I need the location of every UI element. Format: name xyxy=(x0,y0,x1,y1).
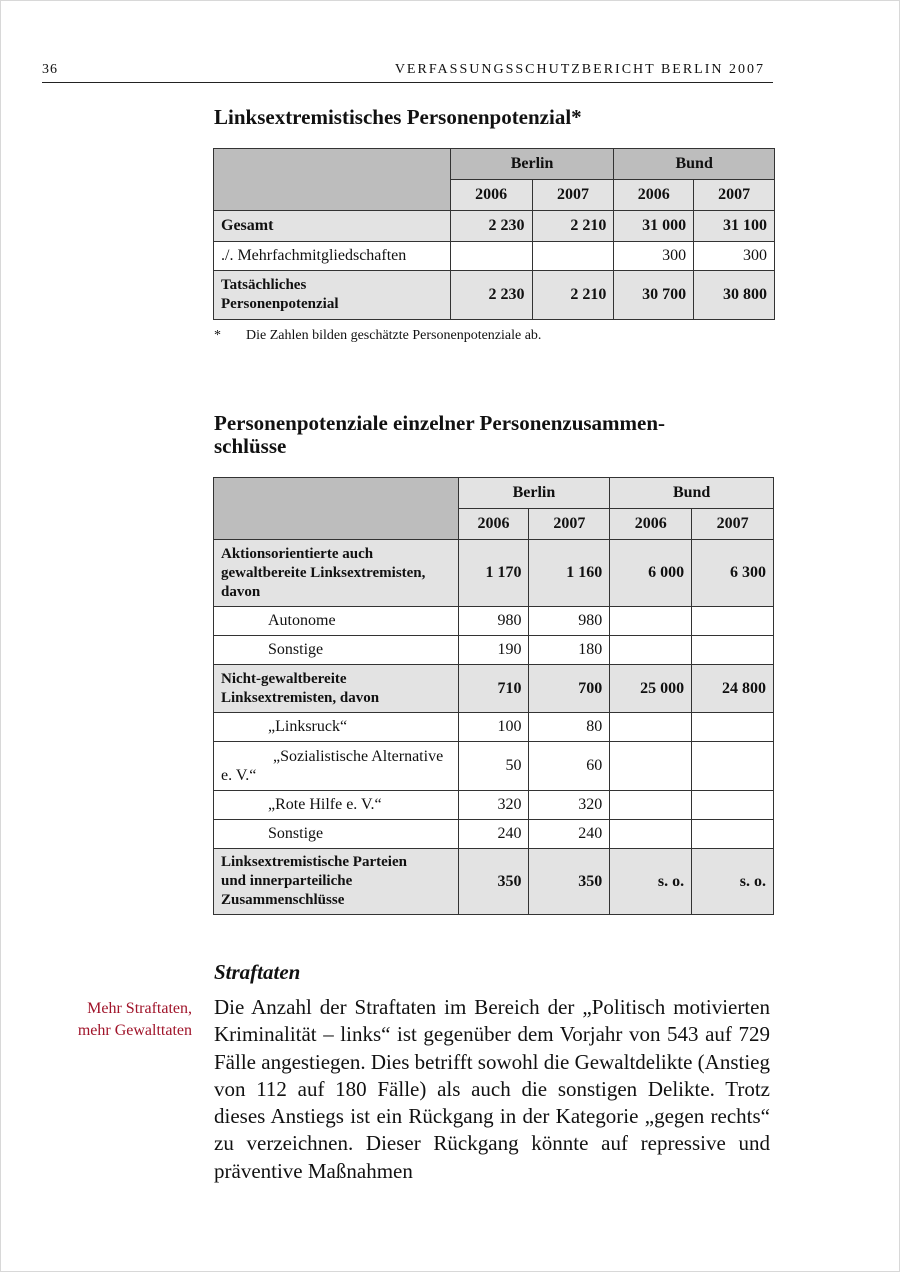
cell: 6 000 xyxy=(610,540,692,607)
row-label-line: Tatsächliches xyxy=(221,277,307,293)
cell: 30 700 xyxy=(614,271,694,320)
cell: 350 xyxy=(458,849,529,915)
cell: 320 xyxy=(458,791,529,820)
running-title: VERFASSUNGSSCHUTZBERICHT BERLIN 2007 xyxy=(394,62,765,77)
table2-header-berlin: Berlin xyxy=(458,478,610,509)
row-label xyxy=(214,271,451,320)
table1 xyxy=(213,148,775,320)
table2-title xyxy=(214,412,665,458)
cell: 6 300 xyxy=(692,540,774,607)
row-label xyxy=(214,849,459,915)
footnote-marker: * xyxy=(214,328,221,343)
row-label xyxy=(214,742,459,791)
row-label: Sonstige xyxy=(214,636,459,665)
row-label: ./. Mehrfachmitgliedschaften xyxy=(214,242,451,271)
cell: 700 xyxy=(529,665,610,713)
table1-year-header: 2006 xyxy=(450,180,532,211)
cell xyxy=(610,713,692,742)
table1-header-bund: Bund xyxy=(614,149,775,180)
cell: 2 210 xyxy=(532,211,614,242)
page-header xyxy=(42,62,773,83)
table2-row xyxy=(214,820,774,849)
row-label: Autonome xyxy=(214,607,459,636)
table1-title: Linksextremistisches Personenpotenzial* xyxy=(214,105,582,129)
table2 xyxy=(213,477,774,915)
row-label xyxy=(214,540,459,607)
page-number: 36 xyxy=(42,62,58,77)
table2-corner-cell xyxy=(214,478,459,540)
row-label-line: gewaltbereite Linksextremisten, xyxy=(221,564,426,581)
cell xyxy=(532,242,614,271)
cell xyxy=(692,636,774,665)
cell: 710 xyxy=(458,665,529,713)
cell: s. o. xyxy=(610,849,692,915)
cell: 300 xyxy=(694,242,775,271)
cell: 240 xyxy=(458,820,529,849)
cell xyxy=(692,791,774,820)
cell xyxy=(450,242,532,271)
cell xyxy=(610,791,692,820)
table1-corner-cell xyxy=(214,149,451,211)
table2-year-header: 2007 xyxy=(692,509,774,540)
table2-year-header: 2006 xyxy=(610,509,692,540)
row-label-line: davon xyxy=(221,583,261,600)
cell: 31 000 xyxy=(614,211,694,242)
row-label: „Rote Hilfe e. V.“ xyxy=(214,791,459,820)
table1-row-tatsaechlich xyxy=(214,271,775,320)
cell xyxy=(692,820,774,849)
table2-row xyxy=(214,791,774,820)
cell: 50 xyxy=(458,742,529,791)
cell: 300 xyxy=(614,242,694,271)
cell: 240 xyxy=(529,820,610,849)
cell: 31 100 xyxy=(694,211,775,242)
cell xyxy=(610,742,692,791)
cell: 180 xyxy=(529,636,610,665)
table1-year-header: 2006 xyxy=(614,180,694,211)
cell xyxy=(610,820,692,849)
row-label: Sonstige xyxy=(214,820,459,849)
margin-note xyxy=(40,998,192,1042)
table2-row xyxy=(214,665,774,713)
table1-row-gesamt xyxy=(214,211,775,242)
margin-note-line: mehr Gewalttaten xyxy=(77,1022,192,1039)
row-label: „Linksruck“ xyxy=(214,713,459,742)
table1-year-header: 2007 xyxy=(694,180,775,211)
table2-year-header: 2007 xyxy=(529,509,610,540)
table2-row xyxy=(214,607,774,636)
cell: 320 xyxy=(529,791,610,820)
row-label-line: Linksextremisten, davon xyxy=(221,689,380,706)
section-heading: Straftaten xyxy=(214,960,301,984)
row-label: Gesamt xyxy=(214,211,451,242)
row-label-line: Linksextremistische Parteien xyxy=(221,854,407,870)
table2-title-line: Personenpotenziale einzelner Personenzusammen- xyxy=(214,411,666,435)
cell: 980 xyxy=(458,607,529,636)
cell: 24 800 xyxy=(692,665,774,713)
cell: 2 210 xyxy=(532,271,614,320)
cell xyxy=(692,713,774,742)
cell: 25 000 xyxy=(610,665,692,713)
table2-row xyxy=(214,713,774,742)
row-label-line: e. V.“ xyxy=(221,767,257,784)
table2-row xyxy=(214,636,774,665)
row-label-line: „Sozialistische Alternative xyxy=(273,748,444,765)
margin-note-line: Mehr Straftaten, xyxy=(87,1000,192,1017)
cell: 1 160 xyxy=(529,540,610,607)
cell: 350 xyxy=(529,849,610,915)
table2-row xyxy=(214,540,774,607)
cell: 60 xyxy=(529,742,610,791)
cell: 80 xyxy=(529,713,610,742)
table2-row xyxy=(214,849,774,915)
cell: s. o. xyxy=(692,849,774,915)
row-label-line: Zusammenschlüsse xyxy=(221,892,345,908)
cell xyxy=(610,607,692,636)
cell xyxy=(610,636,692,665)
cell: 980 xyxy=(529,607,610,636)
footnote-text: Die Zahlen bilden geschätzte Personenpotenziale ab. xyxy=(246,328,542,343)
table2-title-line: schlüsse xyxy=(214,434,287,458)
cell xyxy=(692,607,774,636)
cell xyxy=(692,742,774,791)
table2-year-header: 2006 xyxy=(458,509,529,540)
cell: 2 230 xyxy=(450,271,532,320)
row-label-line: Nicht-gewaltbereite xyxy=(221,670,347,687)
row-label-line: Aktionsorientierte auch xyxy=(221,545,374,562)
table1-year-header: 2007 xyxy=(532,180,614,211)
body-paragraph: Die Anzahl der Straftaten im Bereich der „Politisch motivierten Kriminalität – links“ ist gegenüber dem Vorjahr von 543 auf 729 Fälle angestiegen. Dies betrifft sowohl die Gewaltdelikte (Anstieg von 112 auf 180 Fälle) als auch die sonstigen Delikte. Trotz dieses Anstiegs ist ein Rückgang in der Kategorie „gegen rechts“ zu verzeichnen. Dieser Rückgang könnte auf repressive und präventive Maßnahmen xyxy=(214,995,770,1183)
table2-header-bund: Bund xyxy=(610,478,774,509)
cell: 2 230 xyxy=(450,211,532,242)
row-label-line: Personenpotenzial xyxy=(221,296,339,312)
table1-header-berlin: Berlin xyxy=(450,149,614,180)
cell: 100 xyxy=(458,713,529,742)
table1-row-mehrfach xyxy=(214,242,775,271)
row-label-line: und innerparteiliche xyxy=(221,873,353,889)
cell: 1 170 xyxy=(458,540,529,607)
cell: 30 800 xyxy=(694,271,775,320)
row-label xyxy=(214,665,459,713)
table2-row xyxy=(214,742,774,791)
cell: 190 xyxy=(458,636,529,665)
